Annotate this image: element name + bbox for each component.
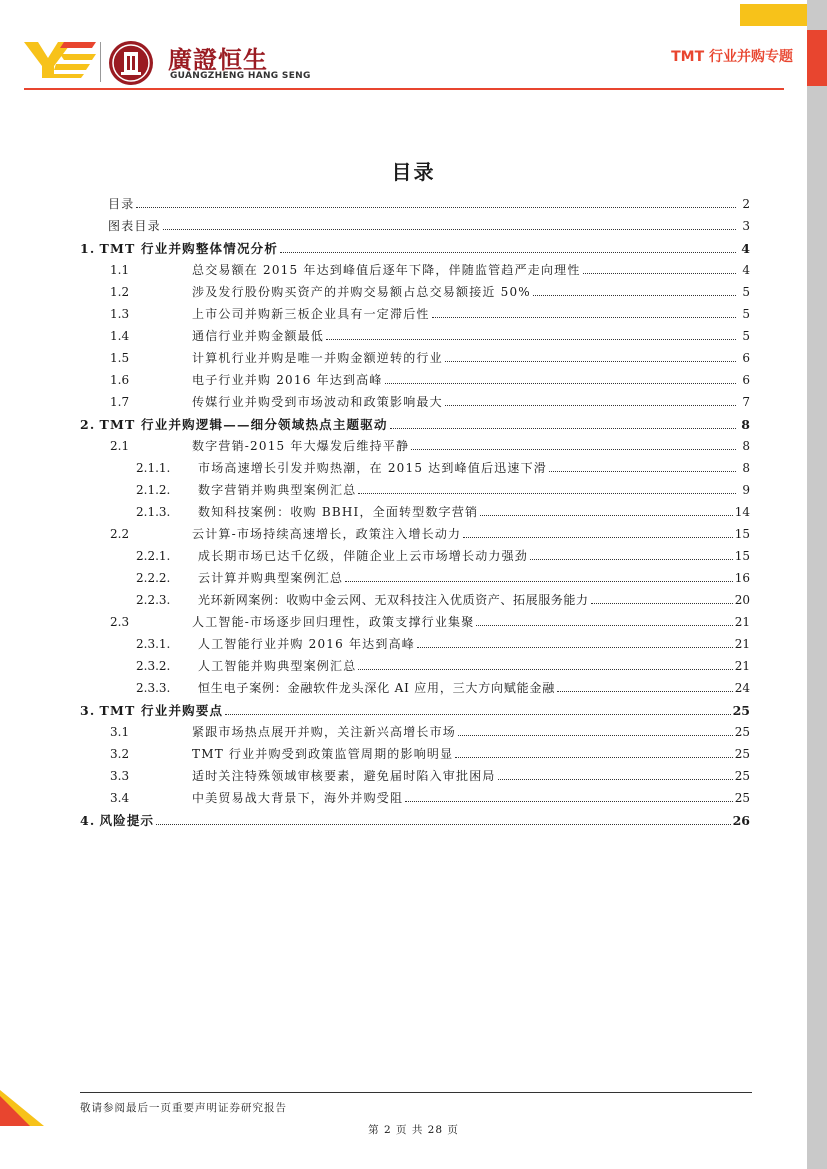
toc-entry-label: 数字营销并购典型案例汇总	[198, 483, 357, 497]
toc-entry[interactable]	[80, 239, 750, 261]
toc-leader-dots	[326, 339, 736, 340]
toc-leader-dots	[463, 537, 732, 538]
toc-leader-dots	[445, 361, 736, 362]
toc-entry-page: 9	[742, 483, 750, 497]
toc-entry[interactable]	[80, 503, 750, 525]
toc-entry-page: 5	[742, 307, 750, 321]
toc-leader-dots	[498, 779, 733, 780]
toc-entry-label: 云计算并购典型案例汇总	[198, 571, 344, 585]
toc-entry-number: 3.1	[110, 725, 130, 739]
toc-entry-page: 15	[734, 527, 750, 541]
toc-leader-dots	[358, 669, 732, 670]
toc-entry-number: 2.3.2.	[136, 659, 171, 673]
brand-english-name: GUANGZHENG HANG SENG	[170, 71, 311, 81]
table-of-contents	[80, 195, 750, 833]
toc-leader-dots	[405, 801, 733, 802]
toc-entry-label: 适时关注特殊领域审核要素，避免届时陷入审批困局	[192, 769, 496, 783]
toc-entry-page: 25	[734, 725, 750, 739]
toc-entry-number: 1.5	[110, 351, 130, 365]
toc-entry[interactable]	[80, 811, 750, 833]
toc-entry-label: 总交易额在 2015 年达到峰值后逐年下降，伴随监管趋严走向理性	[192, 263, 581, 277]
toc-entry[interactable]	[80, 195, 750, 217]
toc-entry[interactable]	[80, 437, 750, 459]
footer-disclaimer: 敬请参阅最后一页重要声明证券研究报告	[80, 1102, 287, 1114]
toc-entry[interactable]	[80, 789, 750, 811]
toc-entry-page: 7	[742, 395, 750, 409]
toc-entry-label: 人工智能行业并购 2016 年达到高峰	[198, 637, 415, 651]
report-topic: TMT 行业并购专题	[671, 49, 793, 65]
toc-entry-number: 3.	[80, 703, 96, 718]
toc-entry-label: 紧跟市场热点展开并购，关注新兴高增长市场	[192, 725, 457, 739]
toc-entry[interactable]	[80, 547, 750, 569]
toc-leader-dots	[530, 559, 733, 560]
toc-entry-number: 3.4	[110, 791, 130, 805]
toc-entry-label: 数字营销-2015 年大爆发后维持平静	[192, 439, 410, 453]
toc-entry-page: 21	[734, 615, 750, 629]
toc-leader-dots	[480, 515, 732, 516]
toc-entry-number: 1.3	[110, 307, 130, 321]
toc-entry[interactable]	[80, 613, 750, 635]
toc-entry[interactable]	[80, 459, 750, 481]
toc-entry-page: 16	[734, 571, 750, 585]
toc-entry-number: 2.1.3.	[136, 505, 171, 519]
toc-entry[interactable]	[80, 635, 750, 657]
toc-entry[interactable]	[80, 349, 750, 371]
toc-entry[interactable]	[80, 415, 750, 437]
toc-entry-number: 2.1	[110, 439, 130, 453]
brand-name: 廣證恒生	[168, 46, 268, 74]
toc-leader-dots	[583, 273, 736, 274]
toc-entry-label: 恒生电子案例：金融软件龙头深化 AI 应用，三大方向赋能金融	[198, 681, 556, 695]
toc-leader-dots	[476, 625, 732, 626]
toc-entry-number: 1.1	[110, 263, 130, 277]
toc-leader-dots	[591, 603, 733, 604]
toc-entry-number: 2.1.1.	[136, 461, 171, 475]
toc-entry[interactable]	[80, 283, 750, 305]
toc-entry-page: 4	[742, 263, 750, 277]
toc-entry-page: 2	[742, 197, 750, 211]
toc-entry-page: 3	[742, 219, 750, 233]
toc-entry-label: 涉及发行股份购买资产的并购交易额占总交易额接近 50%	[192, 285, 531, 299]
toc-entry[interactable]	[80, 767, 750, 789]
toc-entry-label: 光环新网案例：收购中金云网、无双科技注入优质资产、拓展服务能力	[198, 593, 589, 607]
toc-entry-page: 6	[742, 373, 750, 387]
toc-entry[interactable]	[80, 261, 750, 283]
toc-entry-number: 3.2	[110, 747, 130, 761]
toc-entry-label: 通信行业并购金额最低	[192, 329, 325, 343]
toc-entry-number: 2.3	[110, 615, 130, 629]
toc-entry-number: 1.	[80, 241, 96, 256]
header-rule	[24, 88, 784, 90]
toc-entry-page: 24	[734, 681, 750, 695]
toc-entry-number: 2.	[80, 417, 96, 432]
toc-entry[interactable]	[80, 723, 750, 745]
toc-entry[interactable]	[80, 481, 750, 503]
toc-entry-page: 5	[742, 329, 750, 343]
corner-triangle-icon	[0, 1090, 44, 1126]
toc-entry[interactable]	[80, 679, 750, 701]
toc-entry-label: 人工智能并购典型案例汇总	[198, 659, 357, 673]
toc-entry-number: 2.1.2.	[136, 483, 171, 497]
toc-entry-number: 3.3	[110, 769, 130, 783]
toc-entry[interactable]	[80, 327, 750, 349]
toc-entry-page: 20	[734, 593, 750, 607]
toc-entry-label: 人工智能-市场逐步回归理性，政策支撑行业集聚	[192, 615, 475, 629]
toc-leader-dots	[385, 383, 736, 384]
toc-entry-number: 2.2.1.	[136, 549, 171, 563]
toc-entry-number: 1.6	[110, 373, 130, 387]
toc-leader-dots	[163, 229, 736, 230]
toc-entry-page: 14	[734, 505, 750, 519]
toc-entry-label: 成长期市场已达千亿级，伴随企业上云市场增长动力强劲	[198, 549, 529, 563]
toc-entry-number: 2.2	[110, 527, 130, 541]
toc-entry-page: 8	[742, 461, 750, 475]
toc-entry-page: 8	[742, 439, 750, 453]
toc-entry-label: 中美贸易战大背景下，海外并购受阻	[192, 791, 404, 805]
toc-entry-page: 25	[734, 747, 750, 761]
toc-entry-number: 2.2.3.	[136, 593, 171, 607]
toc-entry[interactable]	[80, 371, 750, 393]
ye-logo-icon	[24, 40, 96, 80]
toc-leader-dots	[411, 449, 736, 450]
toc-leader-dots	[455, 757, 732, 758]
right-red-tab	[807, 30, 827, 86]
toc-leader-dots	[390, 428, 736, 429]
toc-entry[interactable]	[80, 591, 750, 613]
toc-entry-label: 图表目录	[108, 219, 161, 233]
toc-leader-dots	[549, 471, 736, 472]
toc-entry-page: 6	[742, 351, 750, 365]
footer-rule	[80, 1092, 752, 1093]
toc-leader-dots	[445, 405, 736, 406]
toc-entry-number: 2.3.3.	[136, 681, 171, 695]
toc-entry-label: 目录	[108, 197, 135, 211]
toc-entry[interactable]	[80, 305, 750, 327]
toc-entry-page: 25	[734, 769, 750, 783]
toc-entry-page: 5	[742, 285, 750, 299]
toc-entry-label: TMT 行业并购整体情况分析	[99, 241, 279, 256]
toc-entry[interactable]	[80, 569, 750, 591]
toc-entry-label: 风险提示	[99, 813, 155, 828]
toc-entry-label: TMT 行业并购受到政策监管周期的影响明显	[192, 747, 454, 761]
toc-leader-dots	[345, 581, 733, 582]
toc-entry-number: 4.	[80, 813, 96, 828]
toc-title: 目录	[391, 160, 436, 184]
toc-entry-number: 2.2.2.	[136, 571, 171, 585]
logo-divider	[100, 42, 101, 82]
toc-entry-label: 计算机行业并购是唯一并购金额逆转的行业	[192, 351, 443, 365]
toc-entry-page: 15	[734, 549, 750, 563]
toc-entry-page: 21	[734, 659, 750, 673]
toc-entry-number: 1.7	[110, 395, 130, 409]
toc-entry[interactable]	[80, 657, 750, 679]
toc-entry[interactable]	[80, 393, 750, 415]
toc-entry-label: 传媒行业并购受到市场波动和政策影响最大	[192, 395, 443, 409]
toc-entry-label: 市场高速增长引发并购热潮，在 2015 达到峰值后迅速下滑	[198, 461, 547, 475]
toc-entry-page: 8	[741, 417, 750, 432]
toc-entry[interactable]	[80, 701, 750, 723]
toc-leader-dots	[432, 317, 736, 318]
seal-logo-icon	[108, 40, 154, 86]
toc-leader-dots	[533, 295, 736, 296]
toc-leader-dots	[225, 714, 730, 715]
toc-entry[interactable]	[80, 217, 750, 239]
toc-entry-page: 21	[734, 637, 750, 651]
toc-entry-page: 4	[741, 241, 750, 256]
toc-entry-number: 2.3.1.	[136, 637, 171, 651]
toc-entry-number: 1.4	[110, 329, 130, 343]
toc-entry[interactable]	[80, 525, 750, 547]
toc-entry-label: TMT 行业并购要点	[99, 703, 224, 718]
toc-leader-dots	[458, 735, 733, 736]
toc-entry-label: 上市公司并购新三板企业具有一定滞后性	[192, 307, 430, 321]
toc-entry-label: 数知科技案例：收购 BBHI，全面转型数字营销	[198, 505, 479, 519]
toc-entry-page: 25	[732, 703, 750, 718]
toc-leader-dots	[557, 691, 733, 692]
toc-leader-dots	[156, 824, 730, 825]
toc-entry-page: 26	[732, 813, 750, 828]
page-number: 第 2 页 共 28 页	[368, 1124, 459, 1136]
toc-entry-page: 25	[734, 791, 750, 805]
toc-leader-dots	[417, 647, 733, 648]
toc-entry-label: 电子行业并购 2016 年达到高峰	[192, 373, 383, 387]
top-yellow-tab	[740, 4, 807, 26]
toc-entry[interactable]	[80, 745, 750, 767]
toc-entry-number: 1.2	[110, 285, 130, 299]
toc-leader-dots	[136, 207, 736, 208]
toc-leader-dots	[280, 252, 736, 253]
toc-entry-label: TMT 行业并购逻辑——细分领域热点主题驱动	[99, 417, 388, 432]
toc-entry-label: 云计算-市场持续高速增长，政策注入增长动力	[192, 527, 462, 541]
toc-leader-dots	[358, 493, 736, 494]
